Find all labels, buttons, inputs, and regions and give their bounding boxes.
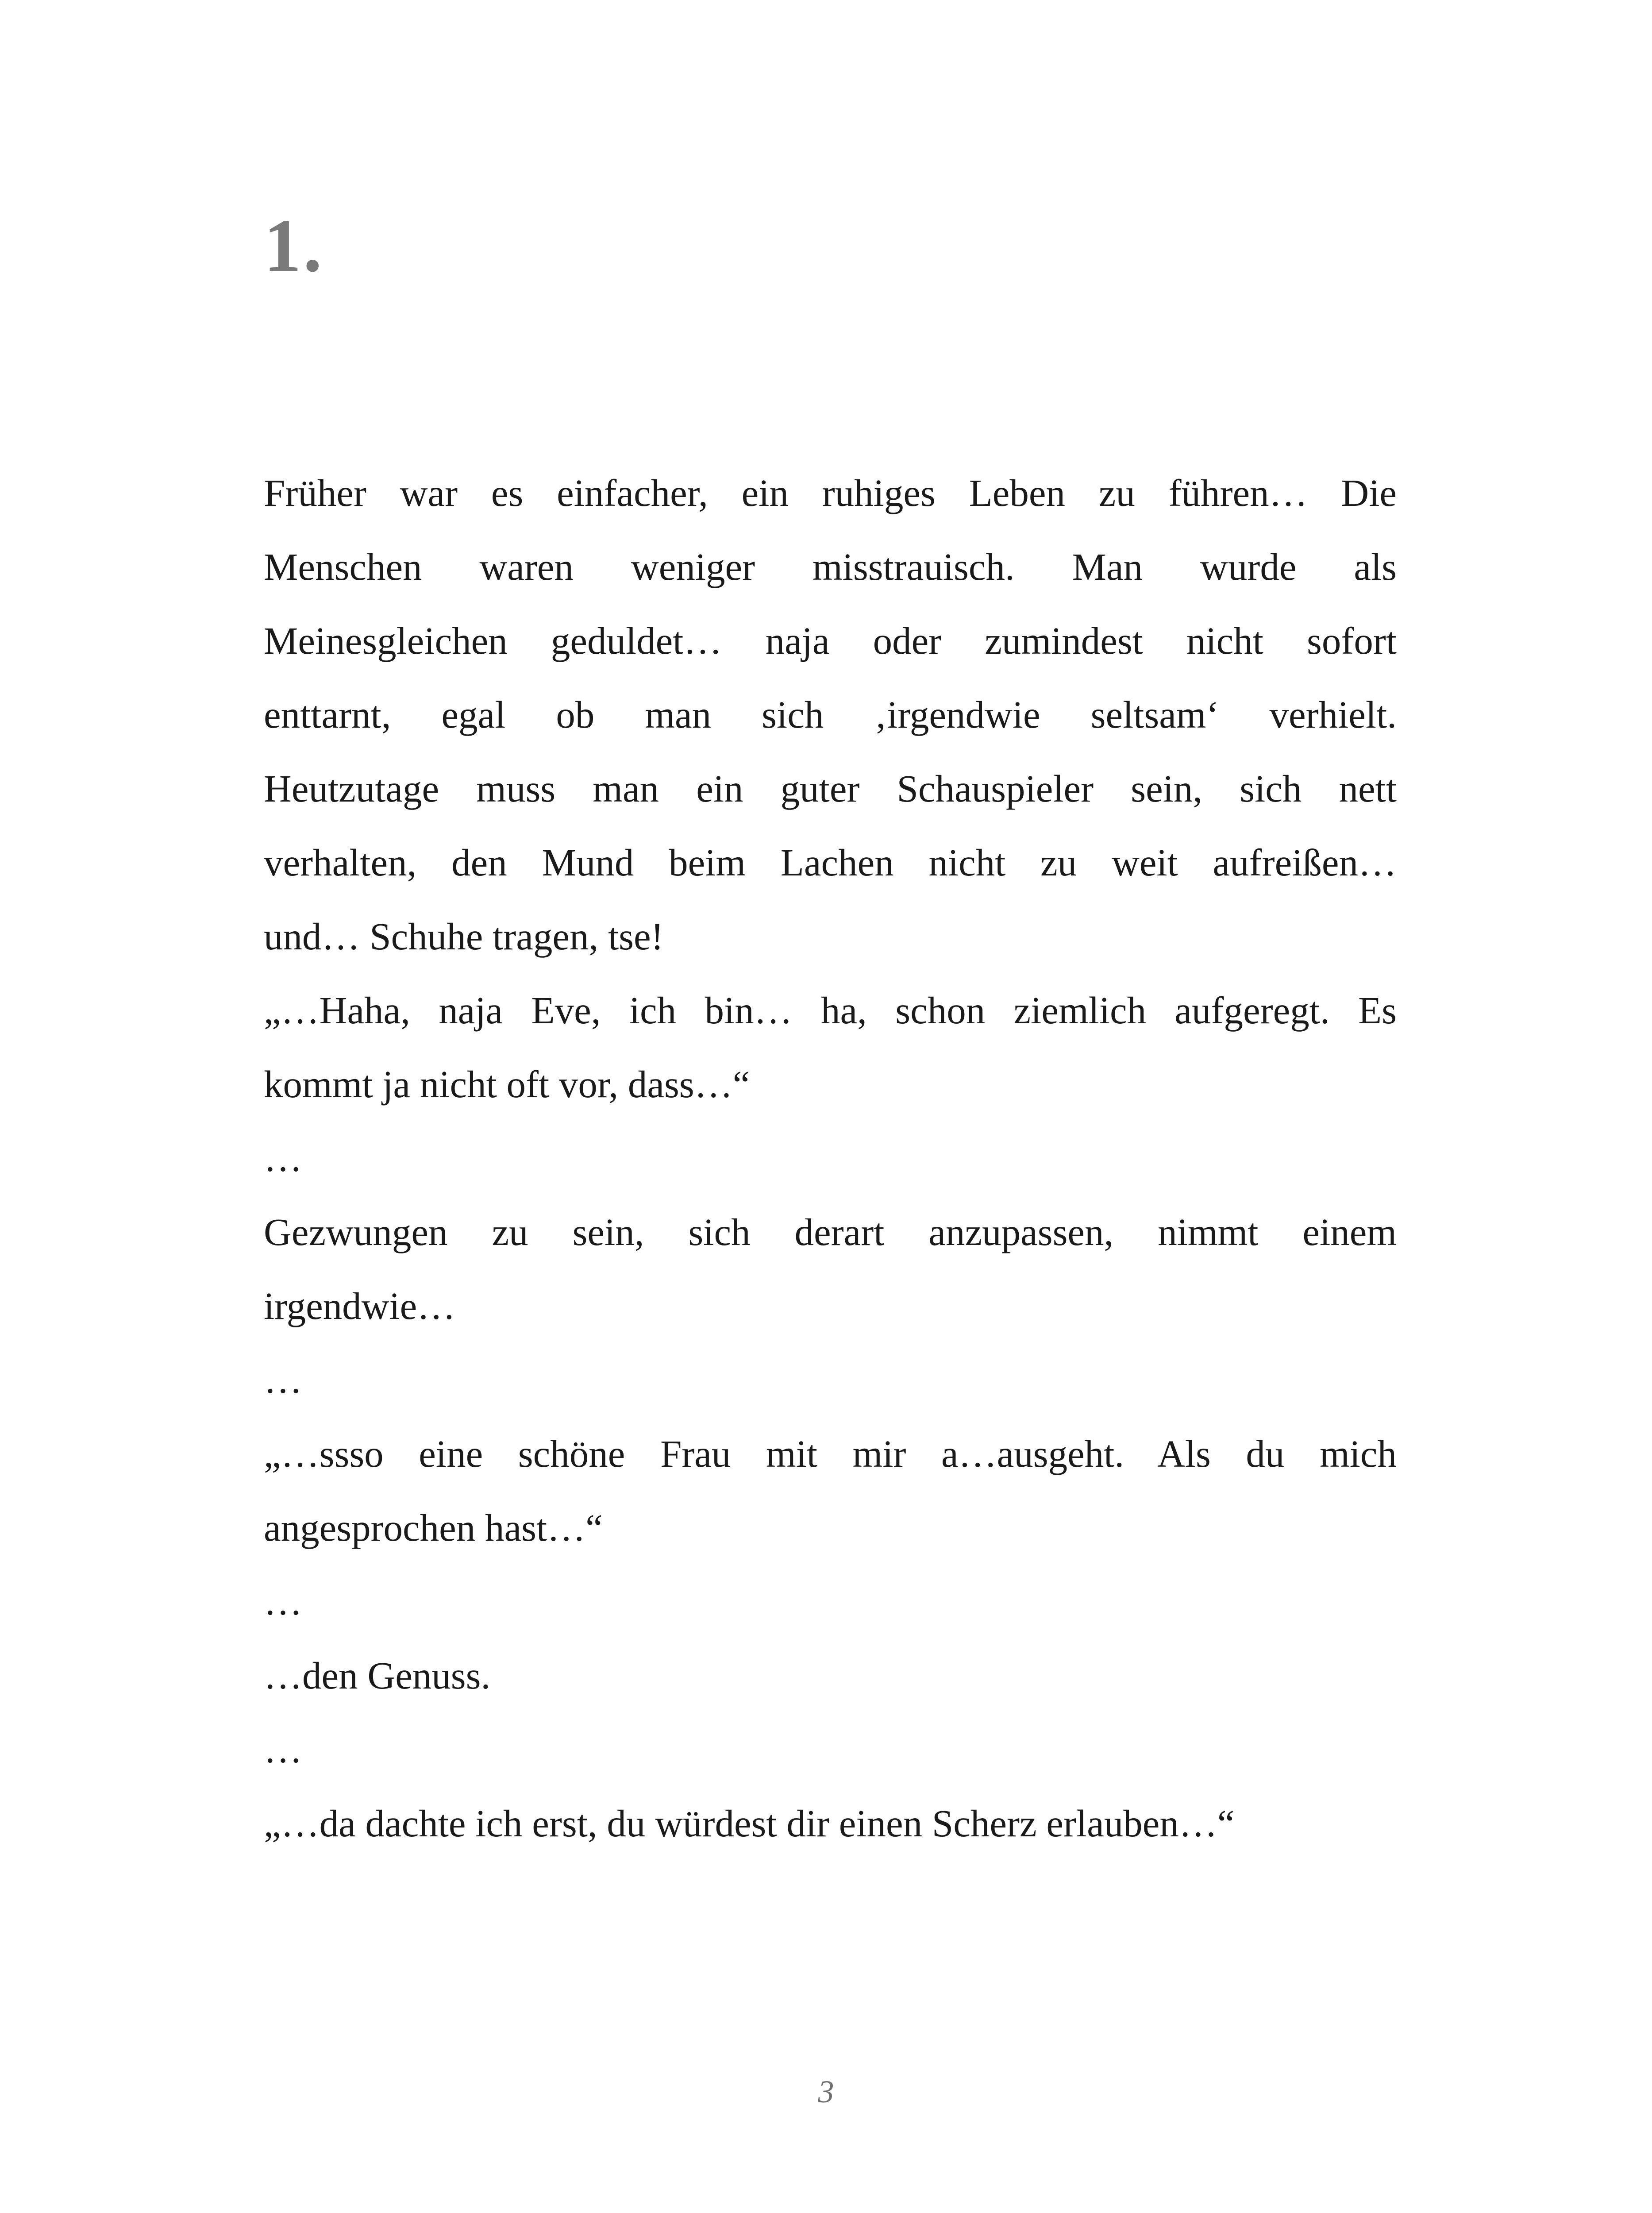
text-line: „…ssso eine schöne Frau mit mir a…ausgeht. Als du mich <box>264 1432 1397 1475</box>
text-line: … <box>264 1728 302 1771</box>
text-line: Heutzutage muss man ein guter Schauspieler sein, sich nett <box>264 767 1397 810</box>
text-line: … <box>264 1580 302 1623</box>
text-line: verhalten, den Mund beim Lachen nicht zu weit aufreißen… <box>264 841 1397 884</box>
text-line: irgendwie… <box>264 1284 456 1327</box>
page-number: 3 <box>818 2074 834 2109</box>
text-line: „…Haha, naja Eve, ich bin… ha, schon ziemlich aufgeregt. Es <box>264 989 1397 1032</box>
chapter-number: 1. <box>264 204 324 287</box>
text-line: …den Genuss. <box>264 1654 491 1697</box>
text-line: angesprochen hast…“ <box>264 1506 603 1549</box>
text-line: Gezwungen zu sein, sich derart anzupassen, nimmt einem <box>264 1211 1397 1253</box>
text-line: Menschen waren weniger misstrauisch. Man wurde als <box>264 545 1397 588</box>
text-line: „…da dachte ich erst, du würdest dir einen Scherz erlauben…“ <box>264 1802 1235 1845</box>
text-line: … <box>264 1137 302 1180</box>
text-line: enttarnt, egal ob man sich ‚irgendwie seltsam‘ verhielt. <box>264 693 1397 736</box>
text-line: Meinesgleichen geduldet… naja oder zumindest nicht sofort <box>264 619 1397 662</box>
text-line: kommt ja nicht oft vor, dass…“ <box>264 1063 750 1106</box>
text-line: … <box>264 1358 302 1401</box>
text-line: Früher war es einfacher, ein ruhiges Leben zu führen… Die <box>264 471 1397 514</box>
chapter-body-text <box>264 456 1397 1860</box>
text-line: und… Schuhe tragen, tse! <box>264 915 664 958</box>
